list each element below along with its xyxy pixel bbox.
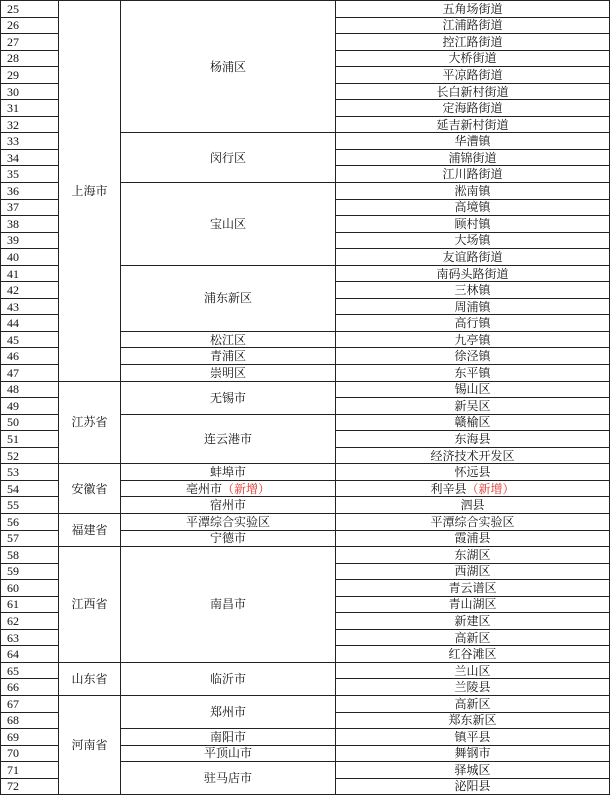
town-cell	[336, 348, 610, 365]
town-name: 泌阳县	[454, 779, 491, 794]
town-name: 顾村镇	[454, 216, 491, 231]
city-name: 青浦区	[210, 349, 247, 364]
row-number: 49	[1, 398, 59, 415]
town-name: 泗县	[460, 498, 485, 513]
town-name: 徐泾镇	[454, 349, 491, 364]
town-name: 兰陵县	[454, 680, 491, 695]
city-name: 浦东新区	[204, 291, 253, 306]
town-name: 舞钢市	[454, 746, 491, 761]
row-number: 50	[1, 414, 59, 431]
table-row	[1, 695, 610, 712]
town-cell	[336, 315, 610, 332]
row-number: 52	[1, 447, 59, 464]
row-number: 62	[1, 613, 59, 630]
row-number: 55	[1, 497, 59, 514]
town-cell	[336, 563, 610, 580]
town-name: 长白新村街道	[436, 84, 509, 99]
town-cell	[336, 100, 610, 117]
row-number: 35	[1, 166, 59, 183]
town-cell	[336, 67, 610, 84]
row-number: 37	[1, 199, 59, 216]
town-cell	[336, 381, 610, 398]
city-cell	[121, 183, 336, 266]
town-name: 红谷滩区	[448, 647, 497, 662]
town-cell	[336, 778, 610, 795]
city-cell	[121, 381, 336, 414]
town-name: 五角场街道	[442, 1, 503, 16]
city-name: 宝山区	[210, 216, 247, 231]
town-cell	[336, 365, 610, 382]
row-number: 68	[1, 712, 59, 729]
city-cell	[121, 464, 336, 481]
new-badge: （新增）	[222, 481, 271, 496]
row-number: 64	[1, 646, 59, 663]
town-name: 友谊路街道	[442, 249, 503, 264]
town-cell	[336, 762, 610, 779]
row-number: 29	[1, 67, 59, 84]
town-cell	[336, 249, 610, 266]
town-cell	[336, 133, 610, 150]
town-cell	[336, 116, 610, 133]
town-name: 锡山区	[454, 382, 491, 397]
city-name: 连云港市	[204, 431, 253, 446]
city-cell	[121, 695, 336, 728]
town-name: 延吉新村街道	[436, 117, 509, 132]
row-number: 26	[1, 17, 59, 34]
town-name: 怀远县	[454, 465, 491, 480]
town-cell	[336, 596, 610, 613]
table-row	[1, 513, 610, 530]
row-number: 51	[1, 431, 59, 448]
town-name: 驿城区	[454, 762, 491, 777]
province-cell: 山东省	[59, 662, 121, 695]
town-cell	[336, 414, 610, 431]
town-name: 华漕镇	[454, 134, 491, 149]
town-cell	[336, 265, 610, 282]
town-name: 西湖区	[454, 564, 491, 579]
city-cell	[121, 1, 336, 133]
row-number: 44	[1, 315, 59, 332]
town-name: 平潭综合实验区	[430, 514, 515, 529]
province-cell: 安徽省	[59, 464, 121, 514]
town-name: 经济技术开发区	[430, 448, 515, 463]
town-cell	[336, 232, 610, 249]
row-number: 72	[1, 778, 59, 795]
town-name: 东湖区	[454, 547, 491, 562]
row-number: 39	[1, 232, 59, 249]
city-name: 驻马店市	[204, 771, 253, 786]
row-number: 31	[1, 100, 59, 117]
table-row	[1, 662, 610, 679]
row-number: 32	[1, 116, 59, 133]
city-cell	[121, 513, 336, 530]
town-name: 大场镇	[454, 233, 491, 248]
row-number: 48	[1, 381, 59, 398]
town-name: 东海县	[454, 431, 491, 446]
city-name: 亳州市	[185, 481, 222, 496]
town-name: 新建区	[454, 614, 491, 628]
town-cell	[336, 530, 610, 547]
city-name: 宿州市	[210, 498, 247, 513]
row-number: 43	[1, 298, 59, 315]
town-name: 高行镇	[454, 316, 491, 331]
town-name: 霞浦县	[454, 531, 491, 546]
town-name: 平凉路街道	[442, 67, 503, 82]
town-name: 控江路街道	[442, 34, 503, 49]
town-name: 兰山区	[454, 663, 491, 678]
row-number: 63	[1, 629, 59, 646]
city-cell	[121, 745, 336, 762]
town-cell	[336, 497, 610, 514]
town-name: 周浦镇	[454, 299, 491, 314]
row-number: 69	[1, 729, 59, 746]
town-name: 三林镇	[454, 283, 491, 298]
town-name: 青云谱区	[448, 580, 497, 595]
town-cell	[336, 629, 610, 646]
row-number: 42	[1, 282, 59, 299]
city-name: 无锡市	[210, 390, 247, 405]
town-cell	[336, 298, 610, 315]
town-name: 赣榆区	[454, 415, 491, 430]
province-cell: 江苏省	[59, 381, 121, 464]
town-name: 利辛县	[430, 481, 467, 496]
city-cell	[121, 729, 336, 746]
town-cell	[336, 646, 610, 663]
city-name: 南昌市	[210, 597, 247, 612]
city-name: 崇明区	[210, 365, 247, 380]
row-number: 45	[1, 331, 59, 348]
town-cell	[336, 149, 610, 166]
table-row	[1, 547, 610, 564]
city-cell	[121, 480, 336, 497]
row-number: 53	[1, 464, 59, 481]
town-cell	[336, 1, 610, 18]
town-cell	[336, 50, 610, 67]
city-cell	[121, 762, 336, 795]
city-name: 平潭综合实验区	[186, 514, 271, 529]
town-name: 郑东新区	[448, 713, 497, 728]
city-cell	[121, 497, 336, 514]
town-cell	[336, 398, 610, 415]
city-name: 闵行区	[210, 150, 247, 165]
city-cell	[121, 662, 336, 695]
town-name: 淞南镇	[454, 183, 491, 198]
town-cell	[336, 695, 610, 712]
table-body	[1, 1, 610, 795]
row-number: 33	[1, 133, 59, 150]
city-cell	[121, 547, 336, 663]
row-number: 67	[1, 695, 59, 712]
city-cell	[121, 530, 336, 547]
town-cell	[336, 331, 610, 348]
town-name: 江浦路街道	[442, 18, 503, 33]
town-cell	[336, 580, 610, 597]
new-badge: （新增）	[466, 481, 515, 496]
town-cell	[336, 679, 610, 696]
town-cell	[336, 712, 610, 729]
town-name: 青山湖区	[448, 597, 497, 612]
city-name: 郑州市	[210, 705, 247, 720]
town-cell	[336, 464, 610, 481]
city-name: 南阳市	[210, 729, 247, 744]
town-name: 高新区	[454, 630, 491, 645]
row-number: 41	[1, 265, 59, 282]
town-name: 大桥街道	[448, 51, 497, 66]
table-row	[1, 1, 610, 18]
town-cell	[336, 282, 610, 299]
row-number: 54	[1, 480, 59, 497]
town-cell	[336, 480, 610, 497]
province-cell: 江西省	[59, 547, 121, 663]
table-row	[1, 464, 610, 481]
row-number: 38	[1, 216, 59, 233]
row-number: 66	[1, 679, 59, 696]
town-name: 高境镇	[454, 200, 491, 215]
row-number: 46	[1, 348, 59, 365]
town-name: 九亭镇	[454, 332, 491, 347]
town-name: 江川路街道	[442, 167, 503, 182]
row-number: 65	[1, 662, 59, 679]
row-number: 34	[1, 149, 59, 166]
town-cell	[336, 199, 610, 216]
town-name: 南码头路街道	[436, 266, 509, 281]
town-name: 定海路街道	[442, 101, 503, 116]
city-cell	[121, 133, 336, 183]
row-number: 56	[1, 513, 59, 530]
row-number: 57	[1, 530, 59, 547]
town-cell	[336, 216, 610, 233]
row-number: 27	[1, 34, 59, 51]
town-cell	[336, 183, 610, 200]
row-number: 58	[1, 547, 59, 564]
row-number: 40	[1, 249, 59, 266]
row-number: 28	[1, 50, 59, 67]
row-number: 36	[1, 183, 59, 200]
town-cell	[336, 166, 610, 183]
town-cell	[336, 83, 610, 100]
city-name: 宁德市	[210, 531, 247, 546]
city-cell	[121, 414, 336, 464]
province-cell: 河南省	[59, 695, 121, 794]
town-cell	[336, 662, 610, 679]
row-number: 30	[1, 83, 59, 100]
town-cell	[336, 17, 610, 34]
town-cell	[336, 547, 610, 564]
city-name: 松江区	[210, 332, 247, 347]
city-name: 临沂市	[210, 671, 247, 686]
row-number: 59	[1, 563, 59, 580]
city-cell	[121, 265, 336, 331]
province-cell: 上海市	[59, 1, 121, 382]
city-name: 杨浦区	[210, 59, 247, 74]
town-cell	[336, 513, 610, 530]
row-number: 47	[1, 365, 59, 382]
row-number: 60	[1, 580, 59, 597]
town-name: 镇平县	[454, 729, 491, 744]
city-cell	[121, 331, 336, 348]
row-number: 70	[1, 745, 59, 762]
town-cell	[336, 34, 610, 51]
town-cell	[336, 745, 610, 762]
city-cell	[121, 348, 336, 365]
town-name: 浦锦街道	[448, 150, 497, 165]
table-row	[1, 381, 610, 398]
town-cell	[336, 431, 610, 448]
row-number: 71	[1, 762, 59, 779]
town-cell	[336, 447, 610, 464]
town-name: 新吴区	[454, 398, 491, 413]
row-number: 61	[1, 596, 59, 613]
row-number: 25	[1, 1, 59, 18]
town-name: 东平镇	[454, 365, 491, 380]
city-name: 平顶山市	[204, 746, 253, 761]
town-cell	[336, 613, 610, 630]
town-name: 高新区	[454, 696, 491, 711]
city-name: 蚌埠市	[210, 465, 247, 480]
town-cell	[336, 729, 610, 746]
province-cell: 福建省	[59, 513, 121, 546]
city-cell	[121, 365, 336, 382]
